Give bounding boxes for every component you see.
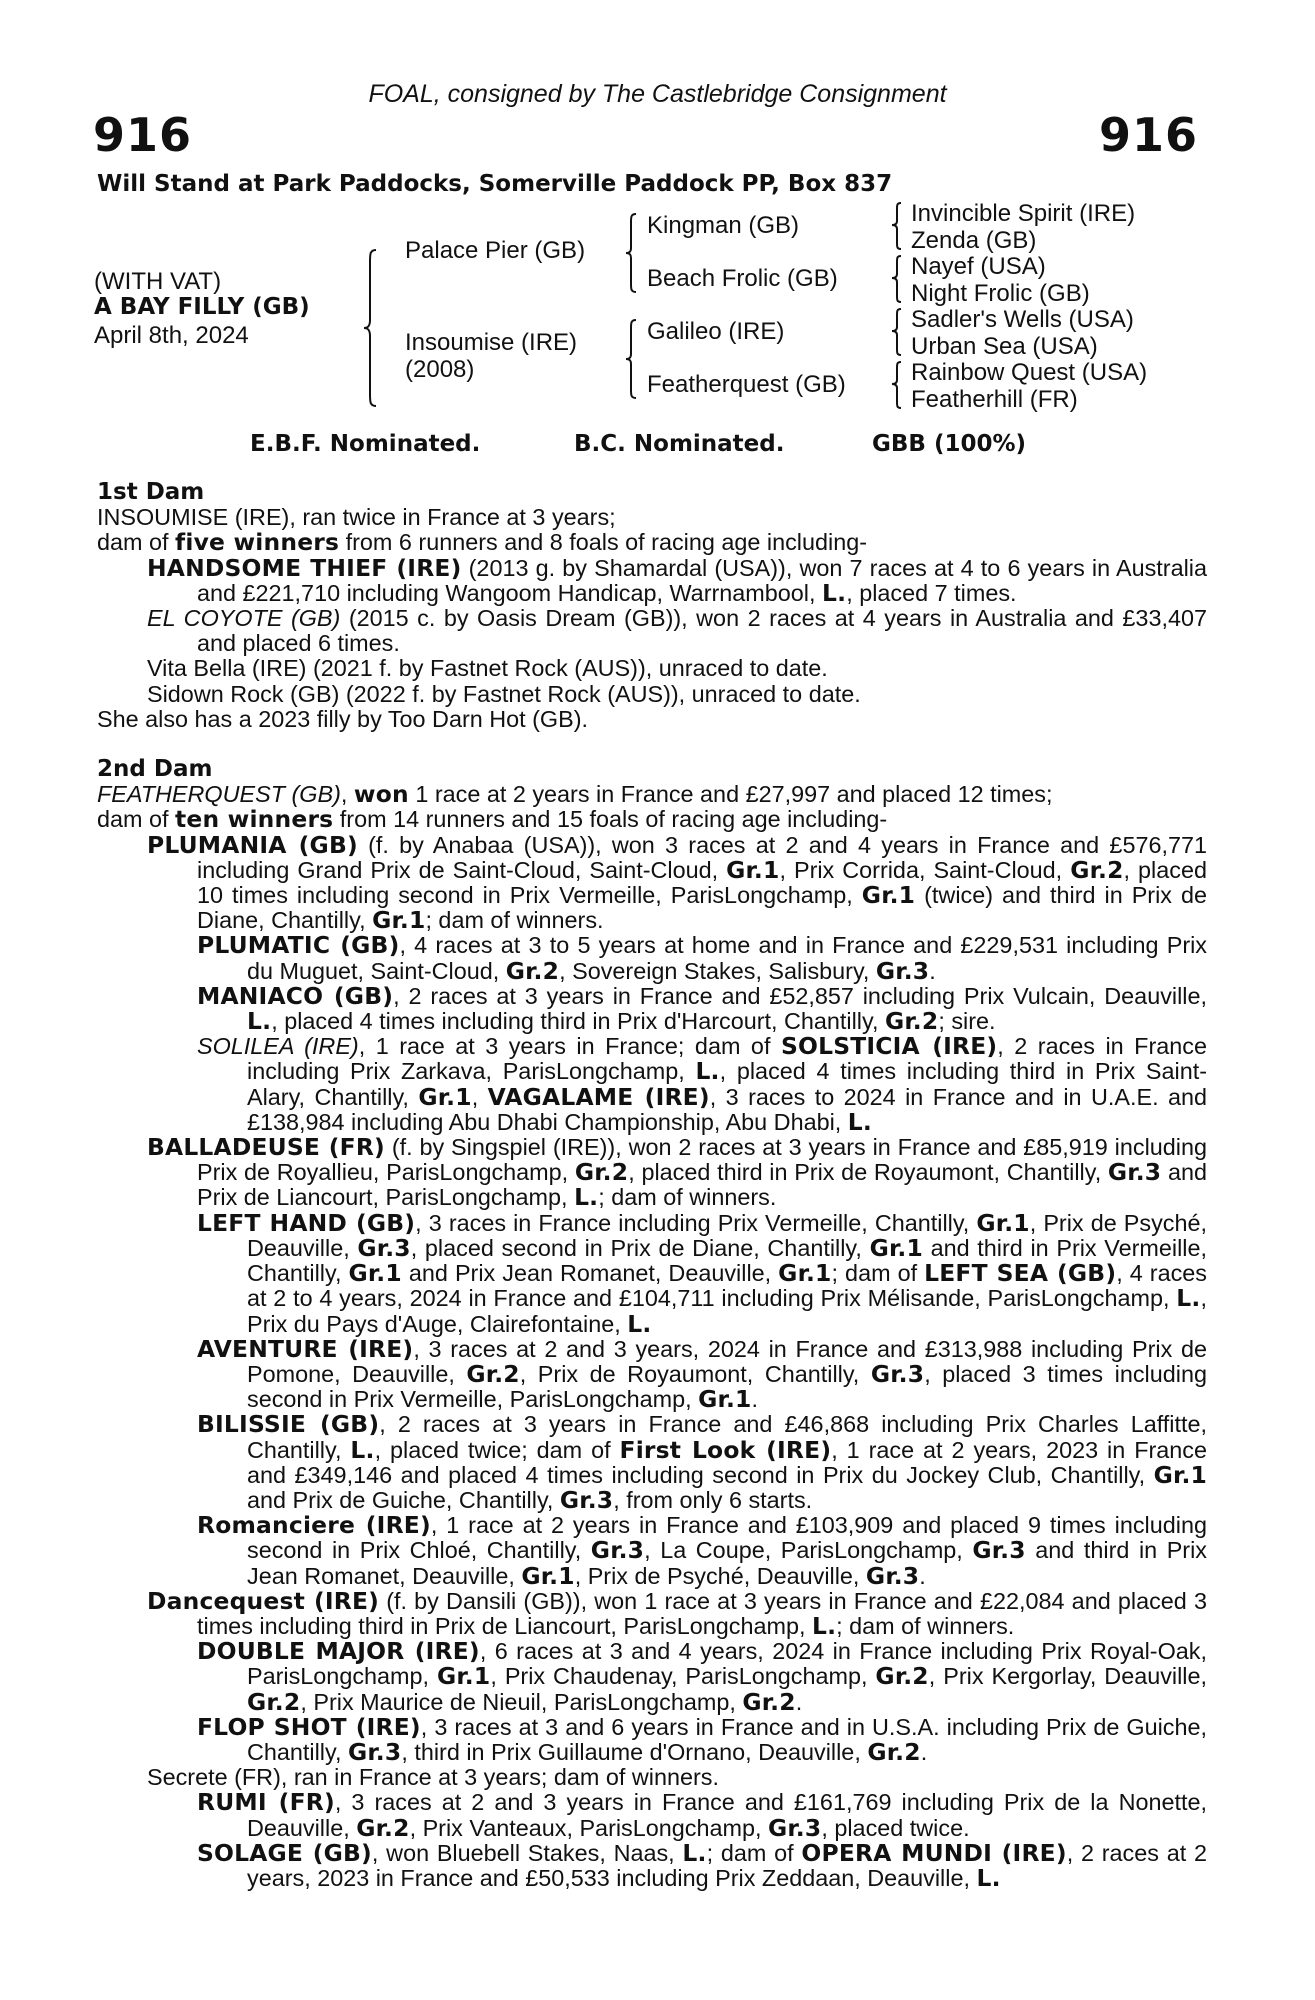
bold-text: Gr.2 bbox=[742, 1687, 796, 1716]
gen4-invincible-spirit: Invincible Spirit (IRE) bbox=[911, 200, 1136, 227]
gen4-night-frolic: Night Frolic (GB) bbox=[911, 280, 1090, 307]
bold-text: Gr.1 bbox=[437, 1662, 491, 1691]
second-dam-entry bbox=[97, 1034, 1207, 1135]
gen3-beach-frolic: Beach Frolic (GB) bbox=[647, 265, 838, 292]
gen4-featherhill: Featherhill (FR) bbox=[911, 386, 1078, 413]
bold-text: L. bbox=[976, 1863, 1001, 1892]
dam: Insoumise (IRE) bbox=[405, 329, 578, 356]
ebf-nominated: E.B.F. Nominated. bbox=[250, 431, 481, 457]
gen4-nayef: Nayef (USA) bbox=[911, 253, 1046, 280]
italic-text: SOLILEA (IRE) bbox=[197, 1033, 359, 1060]
text: ; dam of winners. bbox=[425, 907, 604, 934]
text: , 2 races at 3 years in France and £46,868 including Prix Charles Laffitte, Chantilly, bbox=[247, 1411, 1207, 1463]
second-dam-entry bbox=[97, 1838, 1207, 1892]
first-dam-entry bbox=[97, 656, 1207, 681]
text: . bbox=[919, 1562, 926, 1589]
text: , 1 race at 2 years in France and £103,909 and placed 9 times including second in Prix Chloé, Chantilly, bbox=[247, 1512, 1207, 1564]
text: , 3 races at 3 and 6 years in France and in U.S.A. including Prix de Guiche, Chantilly, bbox=[247, 1713, 1208, 1765]
bold-text: L. bbox=[847, 1107, 872, 1136]
text: , third in Prix Guillaume d'Ornano, Deauville, bbox=[401, 1738, 868, 1765]
second-dam-entry bbox=[97, 1412, 1207, 1513]
bold-text: Gr.2 bbox=[356, 1813, 410, 1842]
bold-text: L. bbox=[574, 1183, 599, 1212]
bold-text: Gr.1 bbox=[698, 1385, 752, 1414]
bold-text: SOLAGE (GB) bbox=[197, 1838, 372, 1867]
bold-text: PLUMATIC (GB) bbox=[197, 931, 400, 960]
bold-text: MANIACO (GB) bbox=[197, 981, 394, 1010]
text: , bbox=[340, 781, 354, 808]
text: , placed third in Prix de Royaumont, Chantilly, bbox=[628, 1159, 1108, 1186]
lot-number-left: 916 bbox=[93, 108, 193, 162]
bold-text: ten winners bbox=[175, 805, 334, 834]
text: , Prix de Psyché, Deauville, bbox=[247, 1209, 1207, 1261]
second-dam-entry bbox=[97, 1208, 1207, 1338]
text: INSOUMISE (IRE), ran twice in France at 3 years; bbox=[97, 504, 616, 531]
sire: Palace Pier (GB) bbox=[405, 237, 586, 264]
text: , placed second in Prix de Diane, Chantilly, bbox=[410, 1234, 870, 1261]
text: and Prix de Guiche, Chantilly, bbox=[247, 1486, 560, 1513]
text: dam of bbox=[97, 529, 176, 556]
text: and Prix Jean Romanet, Deauville, bbox=[401, 1260, 779, 1287]
catalogue-body bbox=[97, 480, 1207, 1891]
gen3-featherquest: Featherquest (GB) bbox=[647, 371, 846, 398]
text: from 6 runners and 8 foals of racing age including- bbox=[339, 529, 868, 556]
bold-text: Gr.2 bbox=[505, 956, 560, 985]
bold-text: L. bbox=[247, 1007, 272, 1036]
text: , Prix Chaudenay, ParisLongchamp, bbox=[490, 1663, 876, 1690]
lot-number-right: 916 bbox=[1098, 108, 1198, 162]
bold-text: L. bbox=[682, 1838, 707, 1867]
text: , Prix Vanteaux, ParisLongchamp, bbox=[409, 1814, 768, 1841]
text: , 2 races at 3 years in France and £52,857 including Prix Vulcain, Deauville, bbox=[393, 982, 1207, 1009]
first-dam-entry bbox=[97, 505, 1207, 530]
first-dam-entry bbox=[97, 553, 1207, 607]
text: , Prix Maurice de Nieuil, ParisLongchamp, bbox=[300, 1688, 743, 1715]
text: , 2 races at 2 years, 2023 in France and £50,533 including Prix Zeddaan, Deauville, bbox=[247, 1839, 1207, 1891]
bold-text: Gr.2 bbox=[884, 1007, 939, 1036]
bold-text: Gr.3 bbox=[972, 1536, 1026, 1565]
bold-text: won bbox=[353, 780, 409, 809]
text: . bbox=[751, 1386, 758, 1413]
stand-location: Will Stand at Park Paddocks, Somerville Paddock PP, Box 837 bbox=[97, 171, 893, 197]
first-dam-entry bbox=[97, 530, 1207, 555]
sire-dam-brace bbox=[360, 248, 384, 408]
text: She also has a 2023 filly by Too Darn Hot (GB). bbox=[97, 705, 589, 732]
text: , placed 4 times including third in Prix d'Harcourt, Chantilly, bbox=[271, 1008, 885, 1035]
text: , 3 races to 2024 in France and in U.A.E. and £138,984 including Abu Dhabi Championship, Abu Dhabi, bbox=[247, 1083, 1208, 1135]
second-dam-entry bbox=[97, 1712, 1208, 1766]
bold-text: L. bbox=[811, 1611, 837, 1640]
second-dam-entry bbox=[97, 1790, 1207, 1840]
text: , 1 race at 3 years in France; dam of bbox=[358, 1033, 781, 1060]
second-dam-entry bbox=[97, 1513, 1207, 1589]
bold-text: Gr.3 bbox=[865, 1561, 920, 1590]
text: , won Bluebell Stakes, Naas, bbox=[371, 1839, 683, 1866]
bold-text: Gr.3 bbox=[357, 1233, 411, 1262]
second-dam-section bbox=[97, 782, 1207, 1891]
text: and third in Prix Vermeille, Chantilly, bbox=[247, 1234, 1207, 1287]
bold-text: HANDSOME THIEF (IRE) bbox=[147, 553, 462, 582]
text: (f. by Singspiel (IRE)), won 2 races at 3 years in France and £85,919 including Prix de Royallieu, ParisLongchamp, bbox=[197, 1134, 1207, 1186]
text: 1 race at 2 years in France and £27,997 and placed 12 times; bbox=[408, 781, 1053, 808]
bold-text: OPERA MUNDI (IRE) bbox=[801, 1838, 1067, 1867]
gen4-zenda: Zenda (GB) bbox=[911, 227, 1037, 254]
bold-text: L. bbox=[822, 578, 847, 607]
text: , Prix du Pays d'Auge, Clairefontaine, bbox=[247, 1285, 1207, 1337]
text: , placed 10 times including second in Prix Vermeille, ParisLongchamp, bbox=[197, 856, 1207, 909]
text: , bbox=[471, 1083, 488, 1110]
text: ; sire. bbox=[938, 1008, 996, 1035]
bold-text: Gr.2 bbox=[247, 1687, 301, 1716]
text: , placed 7 times. bbox=[846, 579, 1017, 606]
bold-text: Gr.2 bbox=[1070, 855, 1124, 884]
text: , Prix Kergorlay, Deauville, bbox=[928, 1663, 1208, 1690]
bold-text: Gr.1 bbox=[521, 1561, 575, 1590]
text: , placed 4 times including third in Prix Saint-Alary, Chantilly, bbox=[247, 1058, 1208, 1110]
bold-text: L. bbox=[627, 1309, 652, 1338]
gen4-brace-4 bbox=[888, 360, 906, 410]
text: , from only 6 starts. bbox=[613, 1486, 813, 1513]
second-dam-entry bbox=[97, 1765, 1207, 1790]
second-dam-entry bbox=[97, 830, 1207, 935]
first-dam-section bbox=[97, 505, 1207, 732]
text: (f. by Anabaa (USA)), won 3 races at 2 and 4 years in France and £576,771 including Grand Prix de Saint-Cloud, Saint-Cloud, bbox=[197, 831, 1207, 883]
second-dam-entry bbox=[97, 981, 1207, 1036]
first-dam-heading: 1st Dam bbox=[97, 479, 205, 505]
text: and Prix de Liancourt, ParisLongchamp, bbox=[197, 1159, 1207, 1211]
gen4-urban-sea: Urban Sea (USA) bbox=[911, 333, 1098, 360]
second-dam-entry bbox=[97, 1334, 1207, 1414]
bold-text: five winners bbox=[175, 528, 340, 557]
text: Sidown Rock (GB) (2022 f. by Fastnet Rock (AUS)), unraced to date. bbox=[147, 680, 861, 707]
bold-text: Gr.2 bbox=[574, 1158, 629, 1187]
dam-year: (2008) bbox=[405, 356, 475, 383]
text: , 4 races at 3 to 5 years at home and in France and £229,531 including Prix du Muguet, Saint-Cloud, bbox=[247, 932, 1207, 984]
bold-text: Gr.1 bbox=[976, 1208, 1030, 1237]
bold-text: L. bbox=[350, 1435, 375, 1464]
text: , La Coupe, ParisLongchamp, bbox=[644, 1537, 973, 1564]
bold-text: Gr.1 bbox=[1153, 1460, 1207, 1489]
bc-nominated: B.C. Nominated. bbox=[574, 431, 785, 457]
text: ; dam of winners. bbox=[598, 1184, 777, 1211]
date-of-birth: April 8th, 2024 bbox=[94, 322, 249, 349]
bold-text: LEFT HAND (GB) bbox=[197, 1208, 416, 1237]
bold-text: Gr.3 bbox=[347, 1737, 402, 1766]
bold-text: Gr.3 bbox=[1107, 1158, 1162, 1187]
bold-text: Gr.1 bbox=[778, 1259, 832, 1288]
bold-text: Gr.1 bbox=[726, 855, 780, 884]
italic-text: FEATHERQUEST (GB) bbox=[97, 781, 341, 808]
text: , 3 races at 2 and 3 years, 2024 in France and £313,988 including Prix de Pomone, Deauville, bbox=[247, 1335, 1207, 1387]
text: ; dam of winners. bbox=[836, 1612, 1015, 1639]
gen3-galileo: Galileo (IRE) bbox=[647, 318, 785, 345]
gen4-brace-1 bbox=[888, 201, 906, 251]
text: , placed twice; dam of bbox=[374, 1436, 620, 1463]
text: and third in Prix Jean Romanet, Deauville, bbox=[247, 1537, 1207, 1589]
bold-text: RUMI (FR) bbox=[197, 1788, 335, 1817]
second-dam-entry bbox=[97, 782, 1207, 807]
gen4-brace-2 bbox=[888, 254, 906, 304]
text: Secrete (FR), ran in France at 3 years; dam of winners. bbox=[147, 1764, 719, 1791]
bold-text: Gr.2 bbox=[466, 1359, 520, 1388]
second-dam-entry bbox=[97, 1639, 1207, 1715]
bold-text: Gr.2 bbox=[875, 1662, 929, 1691]
second-dam-entry bbox=[97, 1586, 1207, 1640]
text: . bbox=[795, 1688, 803, 1715]
bold-text: Gr.3 bbox=[590, 1536, 645, 1565]
text: from 14 runners and 15 foals of racing age including- bbox=[333, 806, 888, 833]
bold-text: Gr.1 bbox=[348, 1259, 402, 1288]
gen4-rainbow-quest: Rainbow Quest (USA) bbox=[911, 359, 1148, 386]
text: dam of bbox=[97, 806, 176, 833]
gen4-brace-3 bbox=[888, 307, 906, 357]
bold-text: AVENTURE (IRE) bbox=[197, 1334, 414, 1363]
text: , placed 3 times including second in Prix Vermeille, ParisLongchamp, bbox=[247, 1360, 1207, 1413]
text: (twice) and third in Prix de Diane, Chantilly, bbox=[197, 882, 1207, 934]
text: , Prix de Royaumont, Chantilly, bbox=[519, 1360, 871, 1387]
second-dam-entry bbox=[97, 807, 1207, 832]
dam-parents-brace bbox=[622, 318, 642, 400]
bold-text: FLOP SHOT (IRE) bbox=[197, 1712, 421, 1741]
text: ; dam of bbox=[706, 1839, 802, 1866]
first-dam-entry bbox=[97, 606, 1207, 656]
bold-text: SOLSTICIA (IRE) bbox=[780, 1032, 998, 1061]
first-dam-entry bbox=[97, 682, 1207, 707]
bold-text: VAGALAME (IRE) bbox=[487, 1082, 710, 1111]
gen3-kingman: Kingman (GB) bbox=[647, 212, 800, 239]
second-dam-heading: 2nd Dam bbox=[97, 756, 213, 783]
bold-text: Gr.2 bbox=[867, 1737, 921, 1766]
first-dam-entry bbox=[97, 707, 1207, 732]
bold-text: Gr.1 bbox=[861, 881, 916, 910]
second-dam-entry bbox=[97, 1135, 1207, 1211]
bold-text: L. bbox=[1176, 1284, 1201, 1313]
text: , 3 races at 2 and 3 years in France and £161,769 including Prix de la Nonette, Deauville, bbox=[247, 1789, 1207, 1841]
gen4-sadlers-wells: Sadler's Wells (USA) bbox=[911, 306, 1134, 333]
lot-name: A BAY FILLY (GB) bbox=[94, 294, 310, 320]
consignment-line: FOAL, consigned by The Castlebridge Consignment bbox=[368, 80, 947, 108]
bold-text: PLUMANIA (GB) bbox=[147, 830, 358, 859]
vat-note: (WITH VAT) bbox=[94, 268, 222, 295]
text: . bbox=[929, 957, 936, 984]
text: , Prix Corrida, Saint-Cloud, bbox=[779, 856, 1071, 883]
bold-text: Gr.3 bbox=[559, 1485, 614, 1514]
text: , 1 race at 2 years, 2023 in France and £349,146 and placed 4 times including second in Prix du Jockey Club, Chantilly, bbox=[247, 1436, 1207, 1488]
text: , 6 races at 3 and 4 years, 2024 in France including Prix Royal-Oak, ParisLongchamp, bbox=[247, 1638, 1207, 1690]
text: , 4 races at 2 to 4 years, 2024 in France and £104,711 including Prix Mélisande, ParisLongchamp, bbox=[247, 1260, 1207, 1312]
bold-text: L. bbox=[695, 1057, 720, 1086]
bold-text: Gr.3 bbox=[875, 956, 930, 985]
bold-text: Gr.3 bbox=[768, 1813, 822, 1842]
text: ; dam of bbox=[831, 1260, 925, 1287]
text: Vita Bella (IRE) (2021 f. by Fastnet Rock (AUS)), unraced to date. bbox=[147, 655, 828, 682]
text: , placed twice. bbox=[821, 1814, 970, 1841]
text: (f. by Dansili (GB)), won 1 race at 3 years in France and £22,084 and placed 3 times including third in Prix de Liancourt, ParisLongchamp, bbox=[197, 1587, 1207, 1639]
second-dam-entry bbox=[97, 933, 1207, 983]
gbb-status: GBB (100%) bbox=[872, 431, 1027, 457]
text: (2013 g. by Shamardal (USA)), won 7 races at 4 to 6 years in Australia and £221,710 including Wangoom Handicap, Warrnambool, bbox=[197, 554, 1207, 606]
bold-text: DOUBLE MAJOR (IRE) bbox=[197, 1637, 480, 1666]
bold-text: Gr.1 bbox=[418, 1082, 472, 1111]
text: , 3 races in France including Prix Vermeille, Chantilly, bbox=[415, 1209, 977, 1236]
bold-text: Gr.3 bbox=[870, 1359, 925, 1388]
bold-text: Gr.1 bbox=[869, 1233, 923, 1262]
bold-text: Dancequest (IRE) bbox=[147, 1586, 380, 1615]
text: , Prix de Psyché, Deauville, bbox=[574, 1562, 866, 1589]
text: . bbox=[920, 1738, 928, 1765]
bold-text: BILISSIE (GB) bbox=[197, 1410, 380, 1439]
text: (2015 c. by Oasis Dream (GB)), won 2 races at 4 years in Australia and £33,407 and placed 6 times. bbox=[197, 605, 1207, 657]
text: , 2 races in France including Prix Zarkava, ParisLongchamp, bbox=[247, 1033, 1207, 1085]
bold-text: Gr.1 bbox=[372, 906, 426, 935]
bold-text: BALLADEUSE (FR) bbox=[147, 1133, 385, 1162]
bold-text: LEFT SEA (GB) bbox=[924, 1259, 1117, 1288]
text: , Sovereign Stakes, Salisbury, bbox=[559, 957, 876, 984]
italic-text: EL COYOTE (GB) bbox=[147, 605, 341, 632]
bold-text: First Look (IRE) bbox=[619, 1435, 832, 1464]
bold-text: Romanciere (IRE) bbox=[197, 1511, 431, 1540]
sire-parents-brace bbox=[622, 212, 642, 294]
